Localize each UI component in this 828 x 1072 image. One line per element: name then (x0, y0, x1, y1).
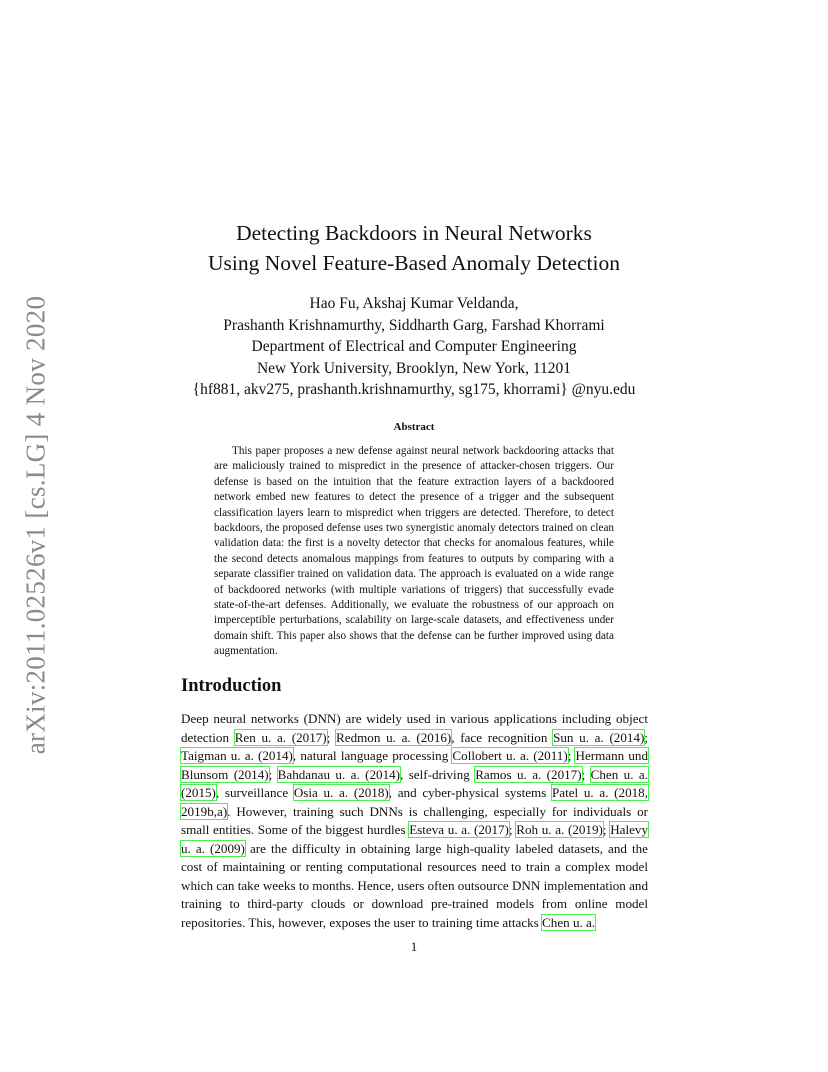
body-text: ; (326, 729, 337, 745)
citation-link[interactable]: Collobert u. a. (2011) (452, 748, 568, 763)
citation-link[interactable]: Taigman u. a. (2014) (181, 748, 293, 763)
body-text: . However, training such DNNs is challenging, especially for individuals or small entities. Some of the biggest hurdles (181, 803, 648, 837)
citation-link[interactable]: Patel u. a. (2018, 2019b,a) (181, 785, 648, 819)
abstract-heading: Abstract (393, 421, 435, 433)
introduction-body (181, 710, 648, 932)
introduction-paragraph (181, 710, 648, 932)
body-text: are the difficulty in obtaining large high-quality labeled datasets, and the cost of maintaining or renting computational resources need to train a complex model which can take weeks to months. Hence, users often outsource DNN implementation and training to third-party clouds or download pre-trained models from online model repositories. This, however, exposes the user to training time attacks (181, 840, 648, 930)
citation-link[interactable]: Redmon u. a. (2016) (336, 729, 452, 745)
author-affiliation: New York University, Brooklyn, New York, 11201 (256, 359, 572, 377)
citation-link[interactable]: Chen u. a. (2015) (181, 766, 648, 800)
citation-link[interactable]: Bahdanau u. a. (2014) (277, 766, 401, 782)
paper-title-line-1: Detecting Backdoors in Neural Networks (236, 221, 592, 245)
citation-link[interactable]: Ramos u. a. (2017) (475, 766, 582, 782)
body-text: ; (567, 748, 576, 763)
author-department: Department of Electrical and Computer Engineering (251, 338, 577, 355)
abstract-body (214, 444, 614, 660)
citation-link[interactable]: Chen u. a. (542, 914, 596, 930)
section-heading-introduction: Introduction (181, 676, 282, 696)
body-text: , face recognition (451, 729, 554, 745)
author-names-line-2: Prashanth Krishnamurthy, Siddharth Garg, Farshad Khorrami (223, 316, 605, 334)
author-names-line-1: Hao Fu, Akshaj Kumar Veldanda, (309, 295, 519, 312)
citation-link[interactable]: Hermann und Blunsom (2014) (181, 748, 648, 782)
body-text: Deep neural networks (DNN) are widely used in various applications including object detection (181, 711, 648, 745)
citation-link[interactable]: Ren u. a. (2017) (234, 729, 327, 745)
citation-link[interactable]: Sun u. a. (2014) (553, 729, 645, 745)
body-text: , self-driving (400, 766, 476, 782)
body-text: , and cyber-physical systems (388, 785, 552, 800)
abstract-text: This paper proposes a new defense against neural network backdooring attacks that are maliciously trained to mispredict in the presence of attacker-chosen triggers. Our defense is based on the intuition that the feature extraction layers of a backdoored network embed new features to detect the presence of a trigger and the subsequent classification layers learn to mispredict when triggers are detected. Therefore, to detect backdoors, the proposed defense uses two synergistic anomaly detectors trained on clean validation data: the first is a novelty detector that checks for anomalous features, while the second detects anomalous mappings from features to outputs by comparing with a separate classifier trained on validation data. The approach is evaluated on a wide range of backdoored networks (with multiple variations of triggers) that successfully evade state-of-the-art defenses. Additionally, we evaluate the robustness of our approach on imperceptible perturbations, scalability on large-scale datasets, and effectiveness under domain shift. This paper also shows that the defense can be further improved using data augmentation. (214, 445, 614, 658)
citation-link[interactable]: Osia u. a. (2018) (293, 785, 389, 800)
citation-link[interactable]: Esteva u. a. (2017) (409, 822, 509, 837)
body-text: , natural language processing (292, 748, 453, 763)
body-text: ; (268, 766, 278, 782)
body-text: ; (508, 822, 517, 837)
paper-title (0, 218, 828, 278)
author-block (0, 293, 828, 401)
paper-title-line-2: Using Novel Feature-Based Anomaly Detection (208, 251, 620, 275)
citation-link[interactable]: Halevy u. a. (2009) (181, 822, 648, 856)
arxiv-identifier-text: arXiv:2011.02526v1 [cs.LG] 4 Nov 2020 (20, 295, 51, 755)
body-text: ; (581, 766, 591, 782)
citation-link[interactable]: Roh u. a. (2019) (516, 822, 603, 837)
page-number: 1 (410, 939, 418, 954)
author-emails: {hf881, akv275, prashanth.krishnamurthy, sg175, khorrami} @nyu.edu (192, 381, 636, 398)
body-text: ; (644, 729, 648, 745)
body-text: , surveillance (215, 785, 294, 800)
body-text: ; (602, 822, 611, 837)
